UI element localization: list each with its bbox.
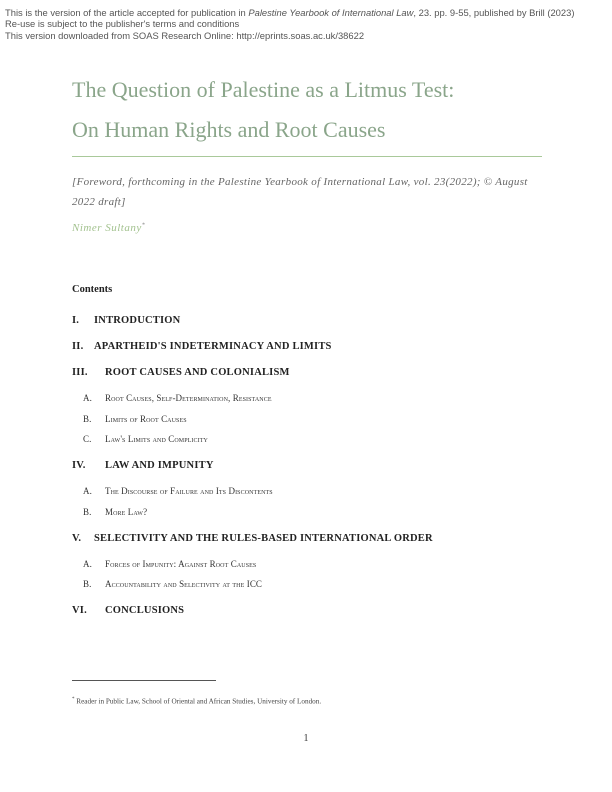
toc-label: Root Causes, Self-Determination, Resistance bbox=[105, 393, 272, 403]
footnote-separator bbox=[72, 680, 216, 681]
toc-label: INTRODUCTION bbox=[94, 315, 181, 326]
toc-number: A. bbox=[83, 393, 92, 403]
notice-line-3: This version downloaded from SOAS Research Online: http://eprints.soas.ac.uk/38622 bbox=[5, 29, 365, 41]
author-name: Nimer Sultany bbox=[72, 222, 142, 234]
title-line-1: The Question of Palestine as a Litmus Test: bbox=[72, 77, 455, 102]
toc-label: CONCLUSIONS bbox=[105, 605, 185, 616]
footnote bbox=[72, 697, 321, 705]
toc-number: I. bbox=[72, 315, 80, 326]
toc-entry-conclusions[interactable] bbox=[72, 605, 540, 619]
title-divider bbox=[72, 156, 542, 157]
title-line-2: On Human Rights and Root Causes bbox=[72, 117, 386, 142]
toc-label: Law's Limits and Complicity bbox=[105, 434, 208, 444]
toc-number: B. bbox=[83, 414, 92, 424]
toc-number: B. bbox=[83, 579, 92, 589]
toc-entry-root-causes-self-determination[interactable] bbox=[72, 393, 540, 407]
toc-number: B. bbox=[83, 507, 92, 517]
toc-entry-root-causes[interactable] bbox=[72, 367, 540, 381]
toc-label: The Discourse of Failure and Its Discontents bbox=[105, 486, 273, 496]
toc-number: IV. bbox=[72, 460, 86, 471]
toc-entry-law-and-impunity[interactable] bbox=[72, 460, 540, 474]
toc-entry-laws-limits[interactable] bbox=[72, 434, 540, 448]
footnote-text: Reader in Public Law, School of Oriental and African Studies, University of London. bbox=[76, 697, 322, 706]
toc-label: Accountability and Selectivity at the ICC bbox=[105, 579, 263, 589]
toc-entry-discourse-of-failure[interactable] bbox=[72, 486, 540, 500]
journal-name: Palestine Yearbook of International Law bbox=[248, 7, 414, 18]
toc-number: C. bbox=[83, 434, 92, 444]
article-title bbox=[72, 70, 552, 150]
toc-label: LAW AND IMPUNITY bbox=[105, 460, 214, 471]
toc-entry-introduction[interactable] bbox=[72, 315, 540, 329]
toc-entry-forces-of-impunity[interactable] bbox=[72, 559, 540, 573]
toc-number: VI. bbox=[72, 605, 87, 616]
toc-number: III. bbox=[72, 367, 88, 378]
toc-entry-limits-of-root-causes[interactable] bbox=[72, 414, 540, 428]
publication-notice bbox=[5, 7, 605, 41]
toc-label: SELECTIVITY AND THE RULES-BASED INTERNATIONAL ORDER bbox=[94, 533, 433, 544]
toc-number: A. bbox=[83, 559, 92, 569]
toc-label: APARTHEID'S INDETERMINACY AND LIMITS bbox=[94, 341, 332, 352]
toc-entry-more-law[interactable] bbox=[72, 507, 540, 521]
footnote-marker: * bbox=[72, 697, 75, 702]
toc-number: V. bbox=[72, 533, 82, 544]
foreword-note: [Foreword, forthcoming in the Palestine Yearbook of International Law, vol. 23(2022); © August 2022 draft] bbox=[72, 176, 528, 208]
toc-label: Forces of Impunity: Against Root Causes bbox=[105, 559, 257, 569]
toc-entry-accountability-icc[interactable] bbox=[72, 579, 540, 593]
toc-label: ROOT CAUSES AND COLONIALISM bbox=[105, 367, 290, 378]
contents-heading: Contents bbox=[72, 284, 113, 295]
toc-entry-apartheid[interactable] bbox=[72, 341, 540, 355]
author-footnote-marker[interactable]: * bbox=[141, 222, 146, 229]
author-line bbox=[72, 222, 145, 234]
toc-number: II. bbox=[72, 341, 84, 352]
toc-number: A. bbox=[83, 486, 92, 496]
notice-line-2: Re-use is subject to the publisher's terms and conditions bbox=[5, 18, 240, 30]
toc-label: More Law? bbox=[105, 507, 148, 517]
page-number: 1 bbox=[303, 733, 309, 744]
toc-entry-selectivity[interactable] bbox=[72, 533, 540, 547]
notice-line-1: This is the version of the article accepted for publication in Palestine Yearbook of International Law, 23. pp. 9-55, published by Brill (2023) bbox=[5, 7, 575, 18]
toc-label: Limits of Root Causes bbox=[105, 414, 187, 424]
